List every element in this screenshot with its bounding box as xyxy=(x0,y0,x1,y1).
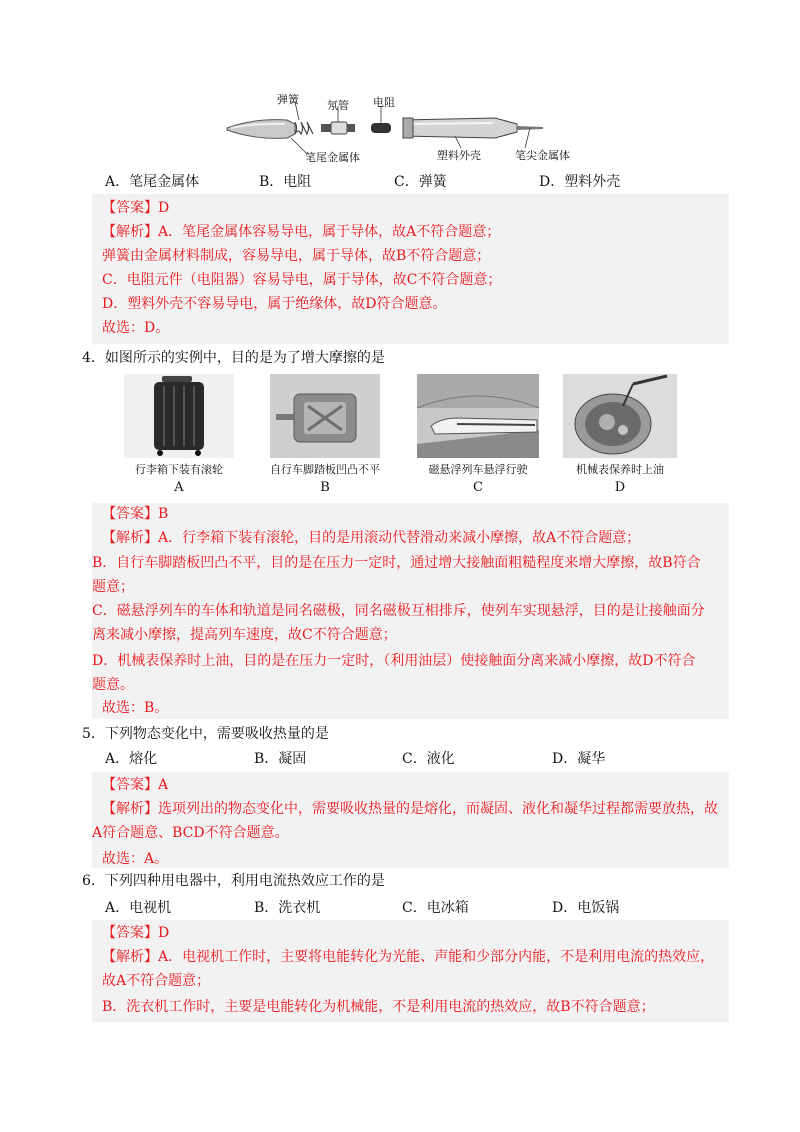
q3-analysis-line-2: 弹簧由金属材料制成，容易导电，属于导体，故B不符合题意； xyxy=(102,248,491,264)
q4-conclusion: 故选：B。 xyxy=(102,700,169,716)
q5-option-c: C．液化 xyxy=(402,751,455,767)
answer-tag: 【答案】 xyxy=(102,200,158,216)
letter-a: A xyxy=(174,480,184,495)
answer-value: D xyxy=(158,200,170,216)
q6-option-a: A．电视机 xyxy=(105,900,172,916)
answer-value: B xyxy=(158,506,169,522)
q5-answer-line xyxy=(102,774,168,796)
answer-value: D xyxy=(158,925,170,941)
analysis-text: A．电视机工作时，主要将电能转化为光能、声能和少部分内能，不是利用电流的热效应， xyxy=(158,949,715,965)
q5-answer-box xyxy=(92,772,729,868)
caption-b: 自行车脚踏板凹凸不平 xyxy=(270,463,380,476)
label-resistor: 电阻 xyxy=(373,96,395,109)
q6-analysis-line-2: 故A不符合题意； xyxy=(102,973,211,989)
letter-b: B xyxy=(320,480,330,495)
analysis-text: A．行李箱下装有滚轮，目的是用滚动代替滑动来减小摩擦，故A不符合题意； xyxy=(158,530,641,546)
q3-option-d: D．塑料外壳 xyxy=(539,174,621,190)
q6-option-b: B．洗衣机 xyxy=(254,900,321,916)
analysis-text: 选项列出的物态变化中，需要吸收热量的是熔化，而凝固、液化和凝华过程都需要放热，故 xyxy=(158,801,718,817)
mechanical-watch-image xyxy=(563,374,677,458)
q4-analysis-line-2: B．自行车脚踏板凹凸不平，目的是在压力一定时，通过增大接触面粗糙程度来增大摩擦，故B符合 xyxy=(92,555,701,571)
q4-analysis-line-4: C．磁悬浮列车的车体和轨道是同名磁极，同名磁极互相排斥，使列车实现悬浮，目的是让接触面分 xyxy=(92,603,705,619)
q6-option-d: D．电饭锅 xyxy=(552,900,620,916)
q6-answer-line xyxy=(102,922,169,944)
letter-d: D xyxy=(614,480,626,495)
analysis-tag: 【解析】 xyxy=(102,530,158,546)
label-neon-tube: 氖管 xyxy=(327,99,349,112)
q6-option-c: C．电冰箱 xyxy=(402,900,469,916)
q6-analysis-line-1 xyxy=(102,946,714,968)
caption-c: 磁悬浮列车悬浮行驶 xyxy=(428,463,528,476)
q4-answer-box xyxy=(92,503,729,719)
answer-tag: 【答案】 xyxy=(102,777,158,793)
q5-option-b: B．凝固 xyxy=(254,751,307,767)
suitcase-image xyxy=(124,374,234,458)
q6-analysis-line-3: B．洗衣机工作时，主要是电能转化为机械能，不是利用电流的热效应，故B不符合题意； xyxy=(102,999,655,1015)
analysis-tag: 【解析】 xyxy=(102,801,158,817)
analysis-tag: 【解析】 xyxy=(102,224,158,240)
q4-stem: 4．如图所示的实例中，目的是为了增大摩擦的是 xyxy=(82,350,385,366)
q3-option-a: A．笔尾金属体 xyxy=(105,174,200,190)
test-pen-figure xyxy=(225,94,585,166)
q3-answer-line xyxy=(102,197,169,219)
q6-answer-box xyxy=(92,920,729,1022)
q3-option-c: C．弹簧 xyxy=(394,174,447,190)
answer-tag: 【答案】 xyxy=(102,506,158,522)
q5-stem: 5．下列物态变化中，需要吸收热量的是 xyxy=(82,726,329,742)
q3-analysis-line-4: D．塑料外壳不容易导电，属于绝缘体，故D符合题意。 xyxy=(102,296,447,312)
q3-conclusion: 故选：D。 xyxy=(102,320,170,336)
q3-option-b: B．电阻 xyxy=(259,174,312,190)
q4-answer-line xyxy=(102,503,168,525)
q5-analysis-line-1 xyxy=(102,798,718,820)
answer-value: A xyxy=(158,777,169,793)
q3-analysis-line-1 xyxy=(102,221,500,243)
label-tail-metal: 笔尾金属体 xyxy=(305,151,360,164)
q4-analysis-line-7: 题意。 xyxy=(92,677,134,693)
q4-analysis-line-3: 题意； xyxy=(92,579,134,595)
q4-analysis-line-5: 离来减小摩擦，提高列车速度，故C不符合题意； xyxy=(92,627,397,643)
caption-a: 行李箱下装有滚轮 xyxy=(135,463,223,476)
q5-option-d: D．凝华 xyxy=(552,751,606,767)
q3-answer-box xyxy=(92,194,729,344)
q5-option-a: A．熔化 xyxy=(105,751,158,767)
answer-tag: 【答案】 xyxy=(102,925,158,941)
label-plastic-shell: 塑料外壳 xyxy=(437,149,481,162)
q4-analysis-line-6: D．机械表保养时上油，目的是在压力一定时，（利用油层）使接触面分离来减小摩擦，故D不符合 xyxy=(92,653,696,669)
analysis-text: A．笔尾金属体容易导电，属于导体，故A不符合题意； xyxy=(158,224,501,240)
maglev-train-image xyxy=(417,374,527,458)
analysis-tag: 【解析】 xyxy=(102,949,158,965)
q5-conclusion: 故选：A。 xyxy=(102,851,169,867)
q5-analysis-line-2: A符合题意、BCD不符合题意。 xyxy=(92,825,289,841)
q4-analysis-line-1 xyxy=(102,527,640,549)
label-spring: 弹簧 xyxy=(277,93,299,106)
label-tip-metal: 笔尖金属体 xyxy=(515,149,570,162)
bike-pedal-image xyxy=(270,374,380,458)
q6-stem: 6．下列四种用电器中，利用电流热效应工作的是 xyxy=(82,873,385,889)
q3-analysis-line-3: C．电阻元件（电阻器）容易导电，属于导体，故C不符合题意； xyxy=(102,272,502,288)
letter-c: C xyxy=(473,480,483,495)
caption-d: 机械表保养时上油 xyxy=(576,463,664,476)
